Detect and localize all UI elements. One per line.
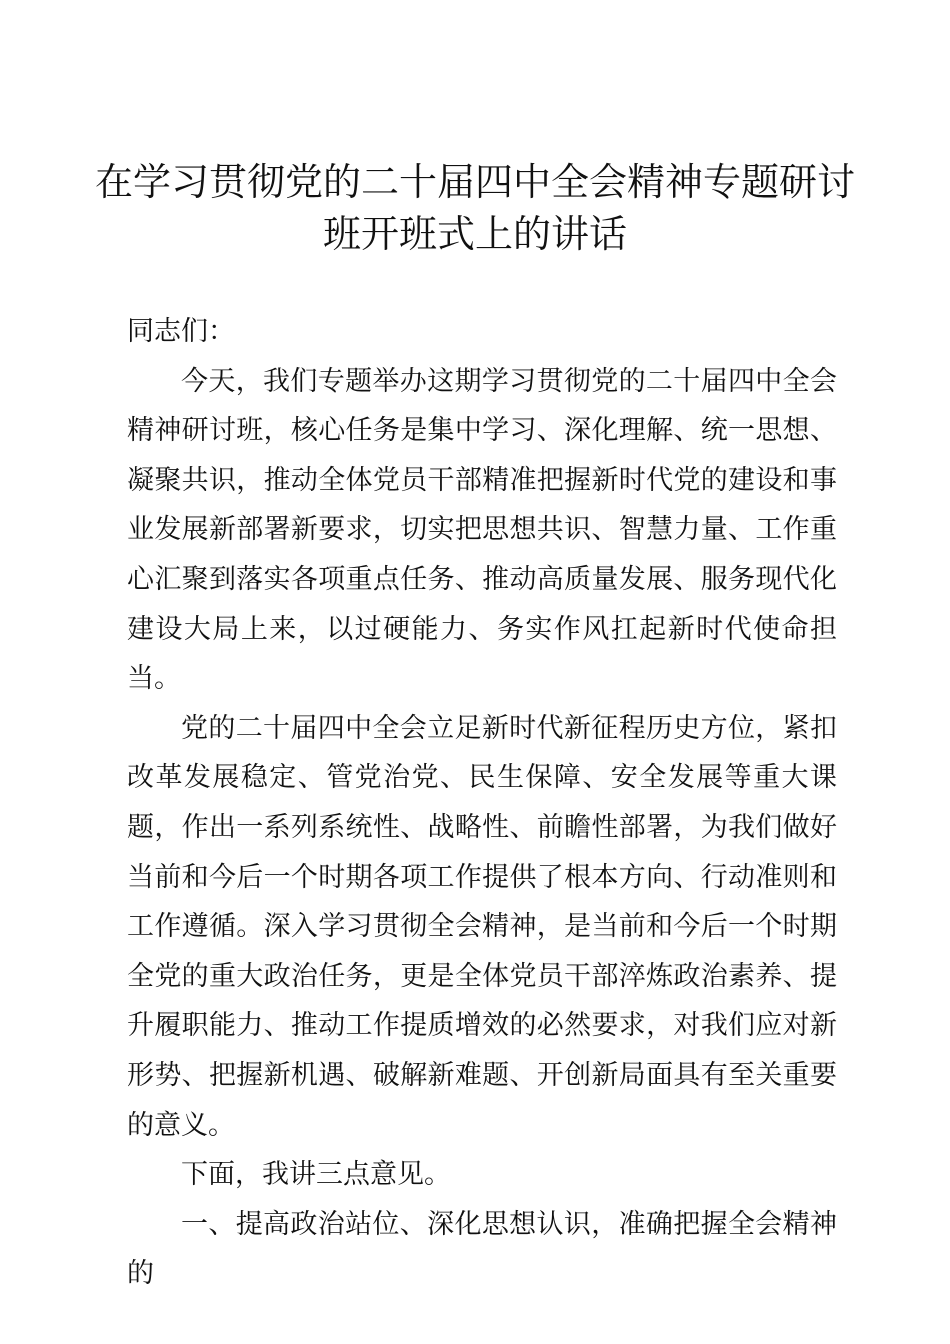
paragraph-1: 今天，我们专题举办这期学习贯彻党的二十届四中全会精神研讨班，核心任务是集中学习、深化理解、统一思想、凝聚共识，推动全体党员干部精准把握新时代党的建设和事业发展新部署新要求，切实把思想共识、智慧力量、工作重心汇聚到落实各项重点任务、推动高质量发展、服务现代化建设大局上来，以过硬能力、务实作风扛起新时代使命担当。: [127, 365, 837, 695]
section-heading-1: 一、提高政治站位、深化思想认识，准确把握全会精神的: [127, 1208, 837, 1290]
document-title-line-2: 班开班式上的讲话: [322, 212, 627, 256]
salutation: 同志们：: [127, 316, 235, 347]
paragraph-3: 下面，我讲三点意见。: [181, 1159, 451, 1191]
document-body: [127, 307, 837, 1299]
paragraph-2: 党的二十届四中全会立足新时代新征程历史方位，紧扣改革发展稳定、管党治党、民生保障、安全发展等重大课题，作出一系列系统性、战略性、前瞻性部署，为我们做好当前和今后一个时期各项工作提供了根本方向、行动准则和工作遵循。深入学习贯彻全会精神，是当前和今后一个时期全党的重大政治任务，更是全体党员干部淬炼政治素养、提升履职能力、推动工作提质增效的必然要求，对我们应对新形势、把握新机遇、破解新难题、开创新局面具有至关重要的意义。: [127, 712, 837, 1141]
document-title-line-1: 在学习贯彻党的二十届四中全会精神专题研讨: [94, 160, 855, 204]
